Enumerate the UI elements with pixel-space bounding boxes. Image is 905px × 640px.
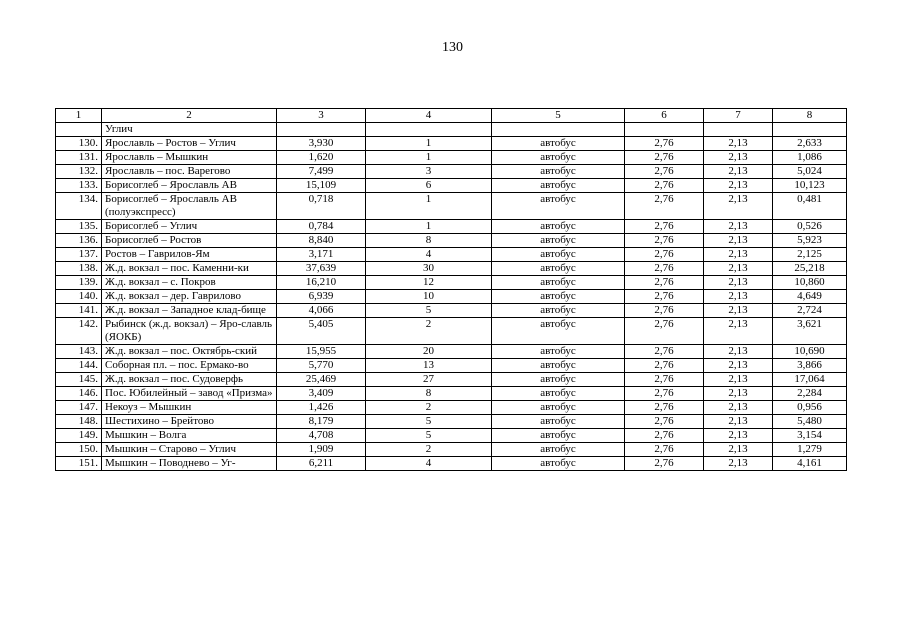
row-number-cell: 151. [56,457,102,471]
row-number-cell: 135. [56,220,102,234]
col4-cell: 10 [366,290,492,304]
col3-cell [277,123,366,137]
col6-cell: 2,76 [625,318,704,345]
transport-cell: автобус [492,151,625,165]
col7-cell: 2,13 [704,415,773,429]
transport-cell: автобус [492,415,625,429]
col3-cell: 5,770 [277,359,366,373]
col7-cell: 2,13 [704,318,773,345]
transport-cell: автобус [492,276,625,290]
col6-cell: 2,76 [625,234,704,248]
col6-cell: 2,76 [625,193,704,220]
transport-cell: автобус [492,401,625,415]
col4-cell: 3 [366,165,492,179]
table-row [56,165,847,179]
col7-cell: 2,13 [704,443,773,457]
col8-cell: 2,284 [773,387,847,401]
col7-cell: 2,13 [704,345,773,359]
col7-cell: 2,13 [704,401,773,415]
col6-cell: 2,76 [625,415,704,429]
col4-cell: 5 [366,429,492,443]
table-row [56,359,847,373]
transport-cell: автобус [492,373,625,387]
col3-cell: 3,409 [277,387,366,401]
col3-cell: 7,499 [277,165,366,179]
route-cell: Шестихино – Брейтово [102,415,277,429]
transport-cell: автобус [492,443,625,457]
col3-cell: 0,718 [277,193,366,220]
col7-cell: 2,13 [704,151,773,165]
col4-cell: 1 [366,137,492,151]
table-row [56,276,847,290]
col8-cell: 3,866 [773,359,847,373]
table-row [56,262,847,276]
col3-cell: 6,211 [277,457,366,471]
col8-cell: 4,161 [773,457,847,471]
table-row [56,193,847,220]
col7-cell: 2,13 [704,248,773,262]
route-cell: Борисоглеб – Ярославль АВ [102,179,277,193]
col8-cell: 10,123 [773,179,847,193]
data-table [55,108,847,471]
transport-cell: автобус [492,304,625,318]
col3-cell: 16,210 [277,276,366,290]
col4-cell: 4 [366,248,492,262]
col8-cell: 2,633 [773,137,847,151]
route-cell: Ж.д. вокзал – Западное клад-бище [102,304,277,318]
row-number-cell: 133. [56,179,102,193]
col6-cell: 2,76 [625,151,704,165]
col4-cell: 20 [366,345,492,359]
transport-cell: автобус [492,234,625,248]
col8-cell: 5,024 [773,165,847,179]
col8-cell: 1,086 [773,151,847,165]
col6-cell: 2,76 [625,165,704,179]
col6-cell: 2,76 [625,387,704,401]
header-row [56,109,847,123]
col8-cell: 2,724 [773,304,847,318]
route-cell: Соборная пл. – пос. Ермако-во [102,359,277,373]
col3-cell: 3,171 [277,248,366,262]
transport-cell: автобус [492,262,625,276]
table-row [56,415,847,429]
header-cell: 6 [625,109,704,123]
col7-cell: 2,13 [704,290,773,304]
route-cell: Ж.д. вокзал – пос. Каменни-ки [102,262,277,276]
col8-cell: 0,526 [773,220,847,234]
col3-cell: 4,708 [277,429,366,443]
col6-cell: 2,76 [625,443,704,457]
table-row [56,457,847,471]
col7-cell: 2,13 [704,373,773,387]
col4-cell: 2 [366,401,492,415]
header-cell: 5 [492,109,625,123]
header-cell: 4 [366,109,492,123]
col7-cell: 2,13 [704,193,773,220]
col4-cell: 5 [366,304,492,318]
route-cell: Борисоглеб – Ярославль АВ (полуэкспресс) [102,193,277,220]
col4-cell: 1 [366,151,492,165]
row-number-cell: 144. [56,359,102,373]
table-row [56,401,847,415]
table-row [56,151,847,165]
row-number-cell: 139. [56,276,102,290]
col8-cell: 1,279 [773,443,847,457]
col4-cell: 5 [366,415,492,429]
table-row [56,318,847,345]
row-number-cell: 149. [56,429,102,443]
transport-cell: автобус [492,137,625,151]
transport-cell: автобус [492,318,625,345]
header-cell: 8 [773,109,847,123]
route-cell: Ж.д. вокзал – с. Покров [102,276,277,290]
route-cell: Мышкин – Старово – Углич [102,443,277,457]
col8-cell: 4,649 [773,290,847,304]
col3-cell: 1,909 [277,443,366,457]
row-number-cell: 142. [56,318,102,345]
col6-cell: 2,76 [625,345,704,359]
route-cell: Ж.д. вокзал – пос. Октябрь-ский [102,345,277,359]
col7-cell: 2,13 [704,304,773,318]
row-number-cell: 147. [56,401,102,415]
table-row [56,234,847,248]
col4-cell: 13 [366,359,492,373]
col4-cell: 2 [366,443,492,457]
row-number-cell: 138. [56,262,102,276]
row-number-cell: 131. [56,151,102,165]
col3-cell: 15,955 [277,345,366,359]
page-number: 130 [442,40,463,55]
col6-cell: 2,76 [625,262,704,276]
col3-cell: 37,639 [277,262,366,276]
col3-cell: 5,405 [277,318,366,345]
col4-cell: 8 [366,234,492,248]
col7-cell: 2,13 [704,429,773,443]
col4-cell: 27 [366,373,492,387]
route-cell: Борисоглеб – Ростов [102,234,277,248]
route-cell: Углич [102,123,277,137]
route-cell: Борисоглеб – Углич [102,220,277,234]
col8-cell: 17,064 [773,373,847,387]
row-number-cell: 137. [56,248,102,262]
col6-cell: 2,76 [625,304,704,318]
row-number-cell: 145. [56,373,102,387]
col4-cell [366,123,492,137]
col7-cell: 2,13 [704,276,773,290]
route-cell: Ярославль – пос. Варегово [102,165,277,179]
col4-cell: 1 [366,193,492,220]
table-row [56,443,847,457]
col4-cell: 1 [366,220,492,234]
row-number-cell: 130. [56,137,102,151]
transport-cell [492,123,625,137]
table-row [56,248,847,262]
table-row [56,137,847,151]
transport-cell: автобус [492,290,625,304]
table-row [56,220,847,234]
col7-cell [704,123,773,137]
transport-cell: автобус [492,220,625,234]
col7-cell: 2,13 [704,234,773,248]
row-number-cell: 136. [56,234,102,248]
col6-cell: 2,76 [625,359,704,373]
col6-cell: 2,76 [625,290,704,304]
route-cell: Некоуз – Мышкин [102,401,277,415]
col7-cell: 2,13 [704,457,773,471]
col7-cell: 2,13 [704,137,773,151]
col4-cell: 8 [366,387,492,401]
header-cell: 7 [704,109,773,123]
transport-cell: автобус [492,387,625,401]
transport-cell: автобус [492,429,625,443]
col6-cell: 2,76 [625,179,704,193]
col4-cell: 12 [366,276,492,290]
row-number-cell: 140. [56,290,102,304]
col8-cell: 5,923 [773,234,847,248]
row-number-cell: 146. [56,387,102,401]
col6-cell: 2,76 [625,248,704,262]
col3-cell: 15,109 [277,179,366,193]
row-number-cell: 143. [56,345,102,359]
col7-cell: 2,13 [704,220,773,234]
col3-cell: 8,840 [277,234,366,248]
table-row [56,429,847,443]
route-cell: Ж.д. вокзал – пос. Судоверфь [102,373,277,387]
col7-cell: 2,13 [704,262,773,276]
header-cell: 2 [102,109,277,123]
col3-cell: 1,426 [277,401,366,415]
col3-cell: 0,784 [277,220,366,234]
header-cell: 1 [56,109,102,123]
route-cell: Ярославль – Ростов – Углич [102,137,277,151]
col3-cell: 25,469 [277,373,366,387]
route-cell: Мышкин – Поводнево – Уг- [102,457,277,471]
col7-cell: 2,13 [704,179,773,193]
col8-cell: 10,690 [773,345,847,359]
row-number-cell [56,123,102,137]
route-cell: Пос. Юбилейный – завод «Призма» [102,387,277,401]
table-row [56,290,847,304]
transport-cell: автобус [492,359,625,373]
col7-cell: 2,13 [704,359,773,373]
table-row [56,123,847,137]
col8-cell: 0,956 [773,401,847,415]
transport-cell: автобус [492,165,625,179]
route-cell: Ростов – Гаврилов-Ям [102,248,277,262]
col6-cell: 2,76 [625,373,704,387]
transport-cell: автобус [492,457,625,471]
col7-cell: 2,13 [704,387,773,401]
col6-cell: 2,76 [625,276,704,290]
transport-cell: автобус [492,193,625,220]
col8-cell: 0,481 [773,193,847,220]
transport-cell: автобус [492,179,625,193]
col4-cell: 2 [366,318,492,345]
transport-cell: автобус [492,248,625,262]
route-cell: Ж.д. вокзал – дер. Гаврилово [102,290,277,304]
col7-cell: 2,13 [704,165,773,179]
row-number-cell: 134. [56,193,102,220]
col8-cell: 3,621 [773,318,847,345]
col6-cell: 2,76 [625,220,704,234]
col8-cell: 5,480 [773,415,847,429]
col4-cell: 6 [366,179,492,193]
route-cell: Мышкин – Волга [102,429,277,443]
route-cell: Рыбинск (ж.д. вокзал) – Яро-славль (ЯОКБ) [102,318,277,345]
col4-cell: 30 [366,262,492,276]
row-number-cell: 141. [56,304,102,318]
col8-cell: 2,125 [773,248,847,262]
col3-cell: 4,066 [277,304,366,318]
col3-cell: 8,179 [277,415,366,429]
table-row [56,345,847,359]
col8-cell: 25,218 [773,262,847,276]
col8-cell [773,123,847,137]
transport-cell: автобус [492,345,625,359]
table-row [56,387,847,401]
col3-cell: 1,620 [277,151,366,165]
col6-cell: 2,76 [625,401,704,415]
col8-cell: 10,860 [773,276,847,290]
header-cell: 3 [277,109,366,123]
col3-cell: 6,939 [277,290,366,304]
row-number-cell: 132. [56,165,102,179]
col6-cell: 2,76 [625,137,704,151]
table-row [56,304,847,318]
row-number-cell: 150. [56,443,102,457]
col4-cell: 4 [366,457,492,471]
table-row [56,373,847,387]
col8-cell: 3,154 [773,429,847,443]
col6-cell: 2,76 [625,457,704,471]
col3-cell: 3,930 [277,137,366,151]
row-number-cell: 148. [56,415,102,429]
table-row [56,179,847,193]
col6-cell: 2,76 [625,429,704,443]
col6-cell [625,123,704,137]
route-cell: Ярославль – Мышкин [102,151,277,165]
